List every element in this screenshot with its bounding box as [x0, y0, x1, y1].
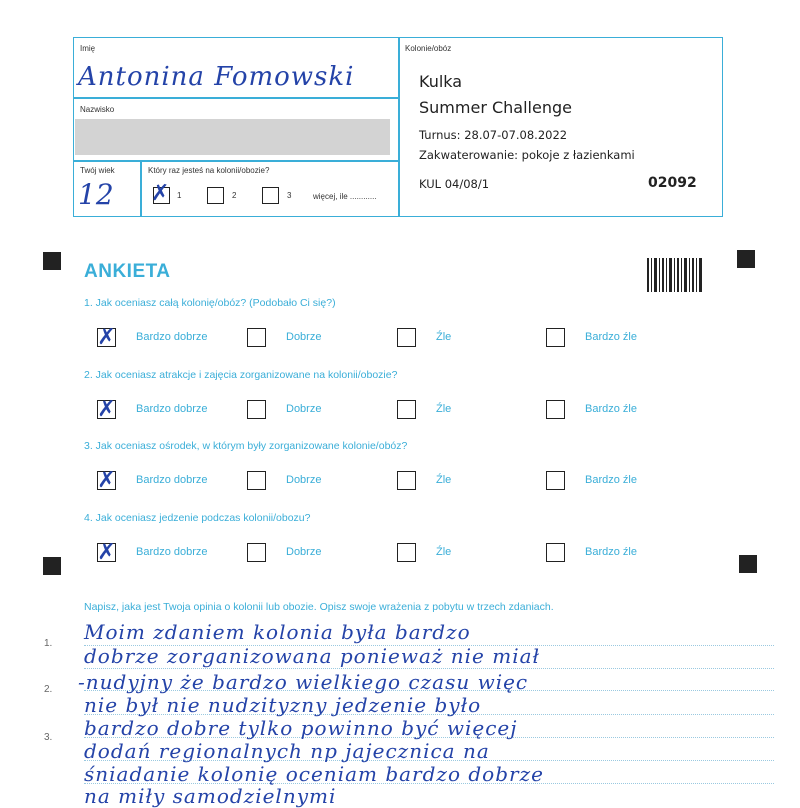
kolonie-label: Kolonie/obóz	[405, 44, 452, 53]
camp-number: 02092	[648, 175, 697, 191]
option-label: Bardzo dobrze	[136, 403, 208, 415]
camp-zakwaterowanie: Zakwaterowanie: pokoje z łazienkami	[419, 148, 635, 162]
divider	[73, 97, 399, 99]
ktory-checkbox-3[interactable]	[262, 187, 279, 204]
option-checkbox[interactable]	[546, 471, 565, 490]
nazwisko-redacted	[75, 119, 390, 155]
option-label: Źle	[436, 331, 452, 343]
ktory-option-3: 3	[287, 191, 292, 200]
option-checkbox[interactable]	[546, 400, 565, 419]
handwritten-line: Moim zdaniem kolonia była bardzo	[84, 620, 471, 644]
handwritten-line: nie był nie nudzityzny jedzenie było	[84, 693, 482, 717]
check-mark: ✗	[151, 181, 170, 206]
writing-line	[84, 668, 774, 669]
option-label: Źle	[436, 403, 452, 415]
check-mark: ✗	[97, 325, 116, 350]
check-mark: ✗	[97, 397, 116, 422]
ktory-option-2: 2	[232, 191, 237, 200]
option-label: Dobrze	[286, 546, 322, 558]
handwritten-line: -nudyjny że bardzo wielkiego czasu więc	[78, 670, 529, 694]
line-number: 1.	[44, 638, 53, 649]
question-text: 2. Jak oceniasz atrakcje i zajęcia zorganizowane na kolonii/obozie?	[84, 369, 398, 381]
survey-title: ANKIETA	[84, 261, 171, 282]
option-checkbox[interactable]	[247, 543, 266, 562]
option-label: Bardzo źle	[585, 331, 637, 343]
camp-turnus: Turnus: 28.07-07.08.2022	[419, 128, 568, 142]
option-checkbox[interactable]	[397, 543, 416, 562]
option-checkbox[interactable]	[247, 471, 266, 490]
option-label: Bardzo źle	[585, 474, 637, 486]
handwritten-line: bardzo dobre tylko powinno być więcej	[84, 716, 518, 740]
option-checkbox[interactable]	[397, 471, 416, 490]
nazwisko-label: Nazwisko	[80, 105, 115, 114]
option-label: Źle	[436, 474, 452, 486]
option-label: Bardzo dobrze	[136, 331, 208, 343]
imie-label: Imię	[80, 44, 96, 53]
option-checkbox[interactable]	[247, 328, 266, 347]
handwritten-line: dodań regionalnych np jajecznica na	[84, 739, 490, 763]
option-label: Bardzo dobrze	[136, 474, 208, 486]
ktory-checkbox-2[interactable]	[207, 187, 224, 204]
line-number: 3.	[44, 732, 53, 743]
question-text: 4. Jak oceniasz jedzenie podczas kolonii/obozu?	[84, 512, 311, 524]
option-label: Bardzo dobrze	[136, 546, 208, 558]
check-mark: ✗	[97, 468, 116, 493]
ktory-label: Który raz jesteś na kolonii/obozie?	[148, 166, 270, 175]
handwritten-line: na miły samodzielnymi	[84, 784, 337, 808]
handwritten-line: dobrze zorganizowana ponieważ nie miał	[84, 644, 540, 668]
ktory-option-1: 1	[177, 191, 182, 200]
wiek-label: Twój wiek	[80, 166, 115, 175]
opinion-instruction: Napisz, jaka jest Twoja opinia o kolonii lub obozie. Opisz swoje wrażenia z pobytu w trzech zdaniach.	[84, 601, 554, 613]
handwritten-line: śniadanie kolonię oceniam bardzo dobrze	[84, 762, 544, 786]
line-number: 2.	[44, 684, 53, 695]
divider	[73, 160, 399, 162]
option-label: Źle	[436, 546, 452, 558]
barcode-image	[647, 258, 703, 292]
option-label: Bardzo źle	[585, 403, 637, 415]
imie-value: Antonina Fomowski	[78, 62, 355, 92]
option-label: Dobrze	[286, 331, 322, 343]
option-checkbox[interactable]	[247, 400, 266, 419]
check-mark: ✗	[97, 540, 116, 565]
camp-code: KUL 04/08/1	[419, 177, 490, 191]
corner-marker	[737, 250, 755, 268]
wiek-value: 12	[78, 178, 114, 211]
corner-marker	[43, 252, 61, 270]
option-checkbox[interactable]	[546, 328, 565, 347]
option-label: Dobrze	[286, 474, 322, 486]
option-checkbox[interactable]	[397, 400, 416, 419]
option-label: Bardzo źle	[585, 546, 637, 558]
divider	[140, 160, 142, 217]
question-text: 1. Jak oceniasz całą kolonię/obóz? (Podobało Ci się?)	[84, 297, 336, 309]
question-text: 3. Jak oceniasz ośrodek, w którym były zorganizowane kolonie/obóz?	[84, 440, 408, 452]
camp-name: Kulka	[419, 72, 463, 91]
option-label: Dobrze	[286, 403, 322, 415]
option-checkbox[interactable]	[546, 543, 565, 562]
wiecej-label: więcej, ile ............	[313, 192, 377, 201]
corner-marker	[739, 555, 757, 573]
corner-marker	[43, 557, 61, 575]
camp-program: Summer Challenge	[419, 98, 572, 117]
divider	[398, 37, 400, 217]
option-checkbox[interactable]	[397, 328, 416, 347]
